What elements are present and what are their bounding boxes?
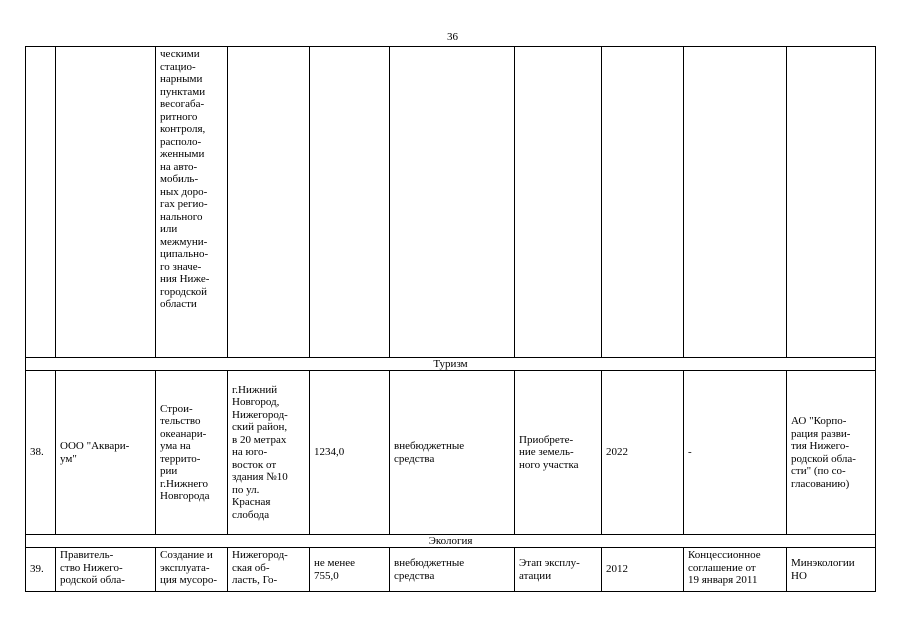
cell-num: 39.	[26, 548, 56, 592]
cell-stage	[515, 47, 602, 358]
cell-responsible: Минэкологии НО	[787, 548, 876, 592]
cell-amount: не менее 755,0	[310, 548, 390, 592]
cell-investor	[56, 47, 156, 358]
cell-location: Нижегород- ская об- ласть, Го-	[228, 548, 310, 592]
cell-amount	[310, 47, 390, 358]
cell-location: г.Нижний Новгород, Нижегород- ский район, в 20 метрах на юго- восток от здания №10 по ул. Красная слобода	[228, 371, 310, 535]
cell-object: ческими стацио- нарными пунктами весогаба- ритного контроля, располо- женными на авто- мобиль- ных доро- гах регио- нального или межмуни- ципально- го значе- ния Ниже- городской области	[156, 47, 228, 358]
cell-amount: 1234,0	[310, 371, 390, 535]
cell-agreement: -	[684, 371, 787, 535]
cell-source: внебюджетные средства	[390, 548, 515, 592]
cell-year: 2022	[602, 371, 684, 535]
cell-source	[390, 47, 515, 358]
cell-year: 2012	[602, 548, 684, 592]
section-row-tourism	[26, 358, 876, 371]
cell-stage: Этап эксплу- атации	[515, 548, 602, 592]
cell-agreement	[684, 47, 787, 358]
cell-object: Создание и эксплуата- ция мусоро-	[156, 548, 228, 592]
cell-responsible: АО "Корпо- рация разви- тия Нижего- родской обла- сти" (по со- гласованию)	[787, 371, 876, 535]
cell-object: Строи- тельство океанари- ума на террито- рии г.Нижнего Новгорода	[156, 371, 228, 535]
section-title-ecology: Экология	[26, 535, 876, 548]
section-row-ecology	[26, 535, 876, 548]
table-row-continuation	[26, 47, 876, 358]
cell-investor: ООО "Аквари- ум"	[56, 371, 156, 535]
cell-investor: Правитель- ство Нижего- родской обла-	[56, 548, 156, 592]
table-row	[26, 371, 876, 535]
cell-agreement: Концессионное соглашение от 19 января 2011	[684, 548, 787, 592]
cell-responsible	[787, 47, 876, 358]
cell-year	[602, 47, 684, 358]
cell-stage: Приобрете- ние земель- ного участка	[515, 371, 602, 535]
table-row	[26, 548, 876, 592]
cell-num: 38.	[26, 371, 56, 535]
page-number: 36	[447, 31, 458, 43]
cell-location	[228, 47, 310, 358]
investment-projects-table	[25, 46, 876, 592]
cell-num	[26, 47, 56, 358]
cell-source: внебюджетные средства	[390, 371, 515, 535]
section-title-tourism: Туризм	[26, 358, 876, 371]
